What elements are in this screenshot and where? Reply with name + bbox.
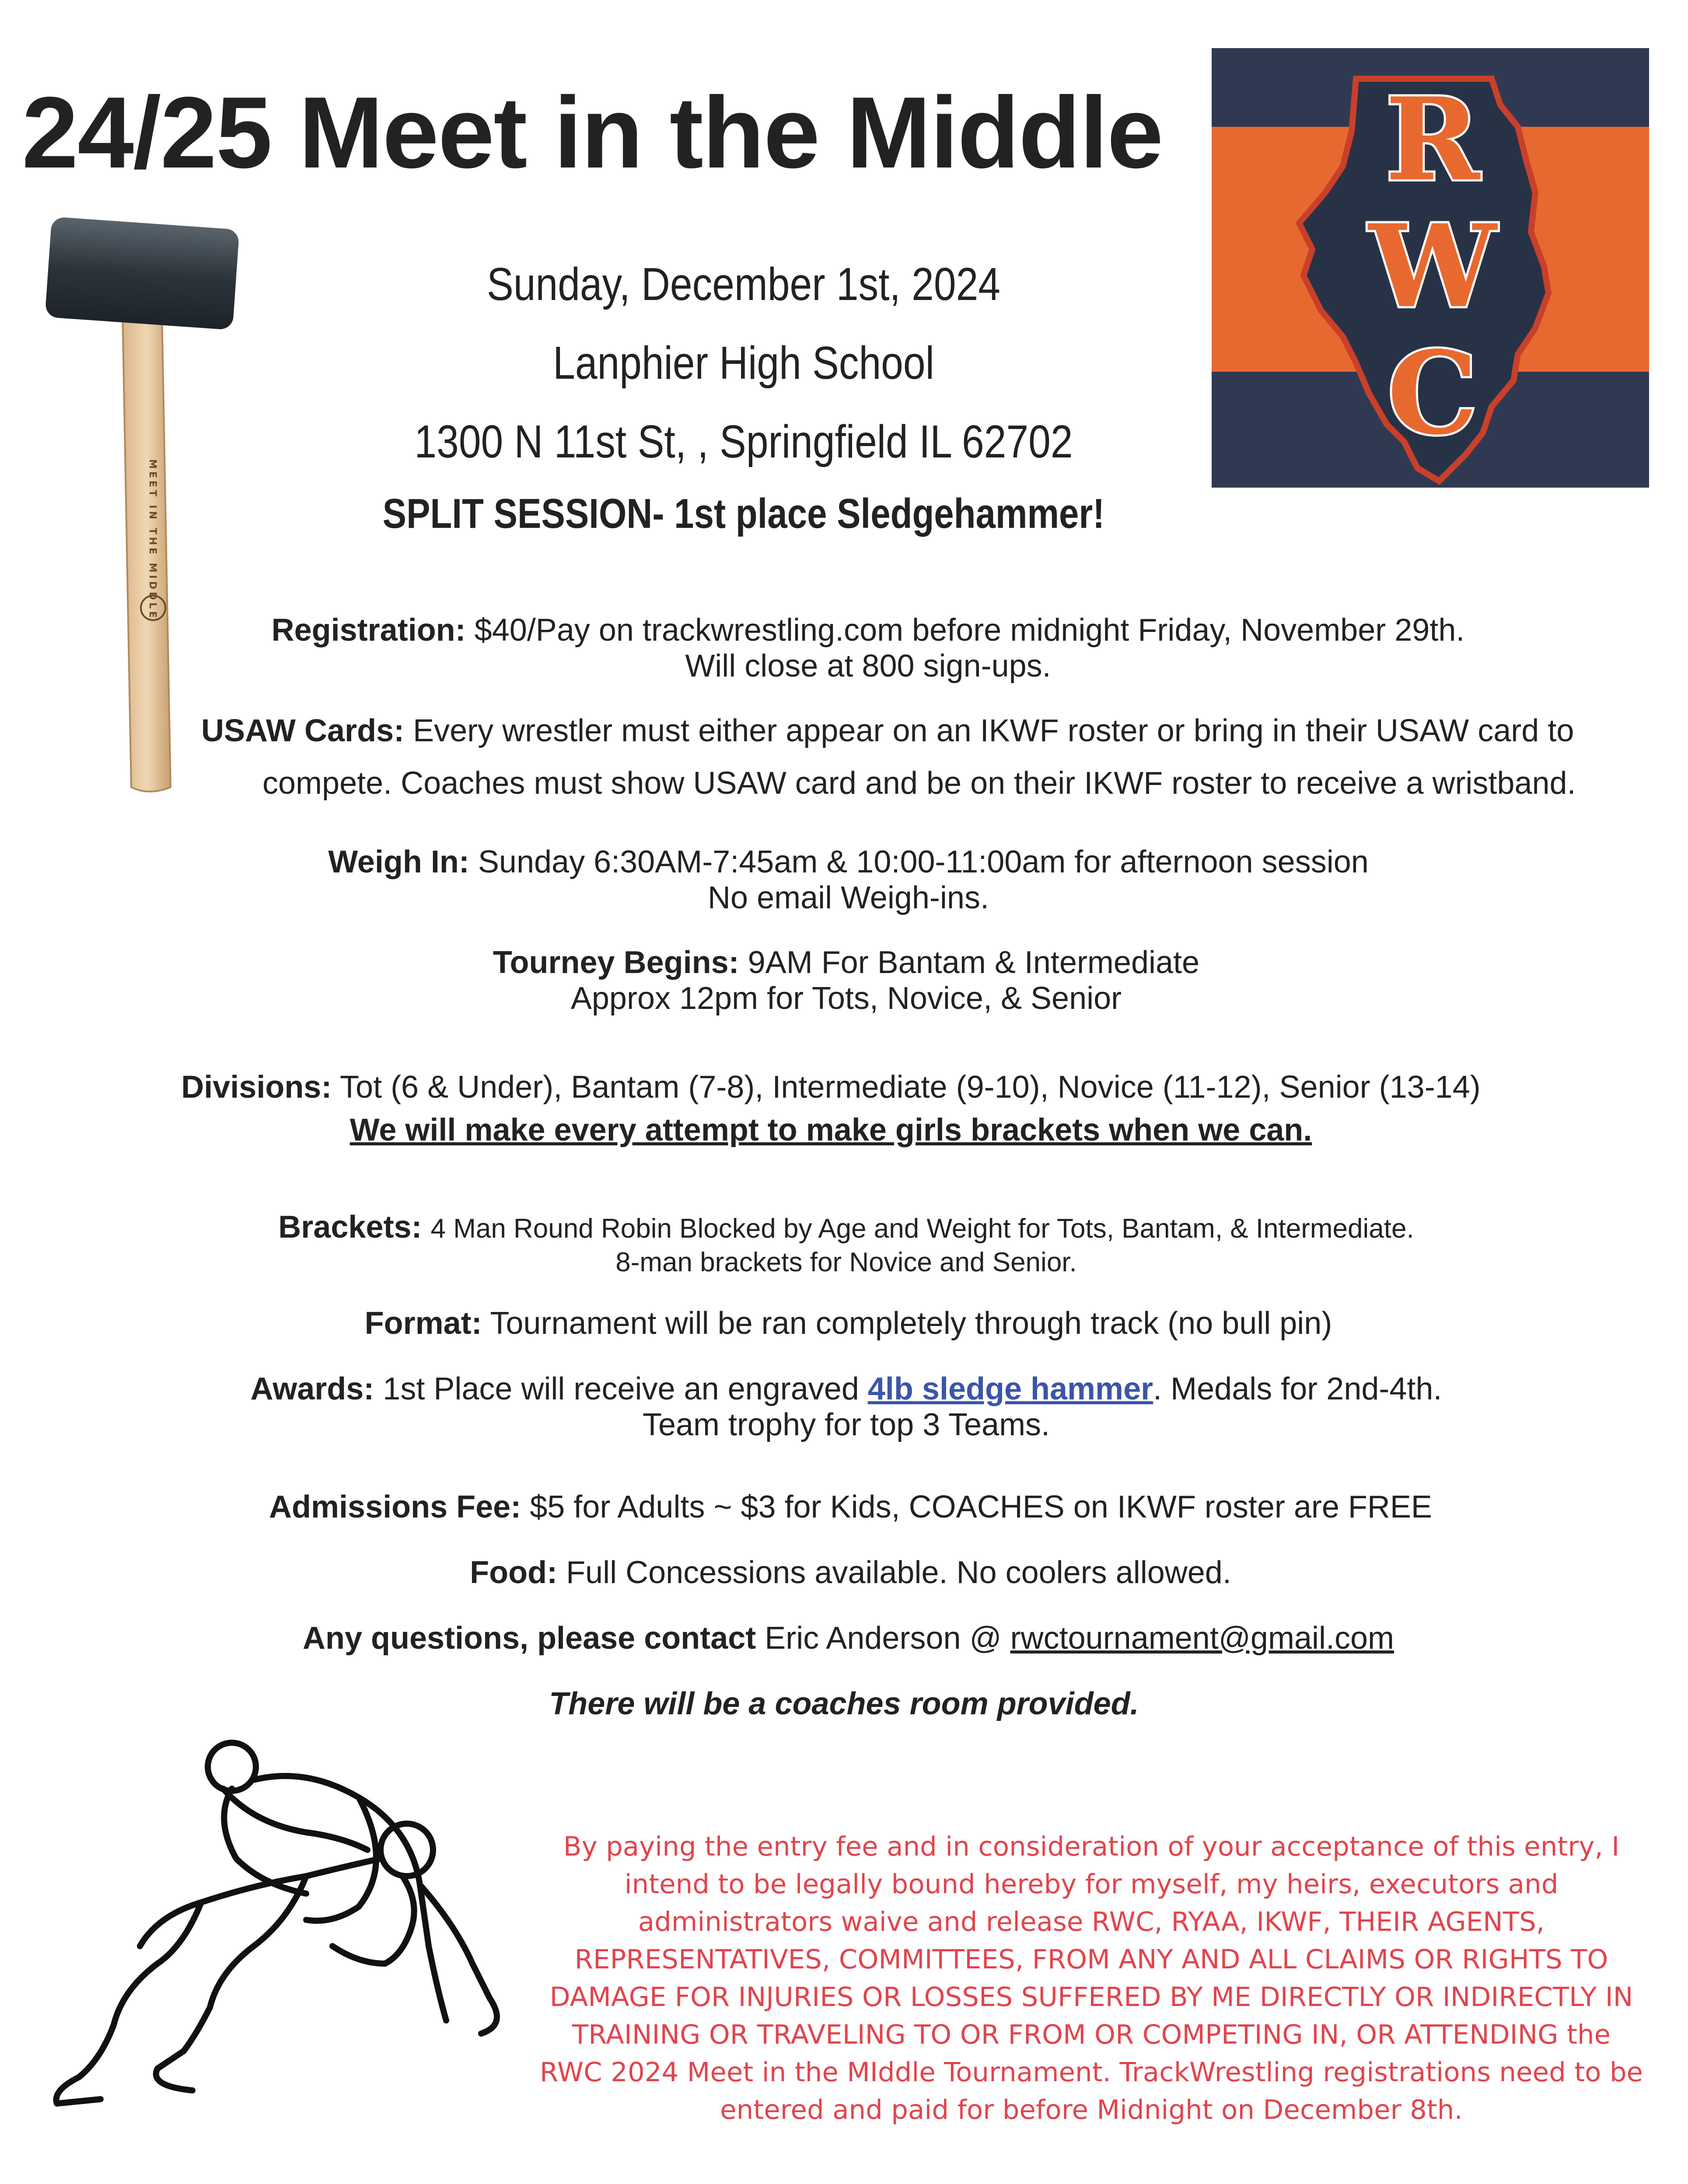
session-note: SPLIT SESSION- 1st place Sledgehammer!	[382, 490, 1105, 537]
rwc-logo-graphic	[1212, 48, 1649, 488]
coaches-room-note: There will be a coaches room provided.	[549, 1686, 1139, 1721]
contact-label: Any questions, please contact	[303, 1621, 756, 1656]
usaw-text: Every wrestler must either appear on an IKWF roster or bring in their USAW card to	[413, 713, 1574, 748]
registration-section	[0, 612, 1688, 684]
contact-section	[0, 1620, 1688, 1656]
page-title: 24/25 Meet in the Middle	[22, 76, 1163, 189]
format-label: Format:	[364, 1306, 482, 1341]
food-section	[0, 1555, 1688, 1591]
logo-letter-w: W	[1369, 200, 1496, 333]
weigh-in-label: Weigh In:	[328, 844, 469, 879]
wrestlers-illustration	[26, 1719, 542, 2112]
awards-label: Awards:	[250, 1371, 374, 1406]
usaw-section	[201, 713, 1667, 801]
sledgehammer-icon	[35, 214, 254, 796]
brackets-section	[0, 1209, 1688, 1278]
brackets-line2: 8-man brackets for Novice and Senior.	[615, 1247, 1077, 1277]
girls-brackets-note: We will make every attempt to make girls brackets when we can.	[349, 1113, 1312, 1148]
usaw-label: USAW Cards:	[201, 713, 405, 748]
awards-text-after: . Medals for 2nd-4th.	[1153, 1371, 1442, 1406]
wrestlers-icon	[26, 1719, 542, 2112]
brackets-label: Brackets:	[278, 1210, 422, 1245]
sledgehammer-image	[35, 214, 254, 796]
divisions-section	[0, 1069, 1688, 1148]
divisions-label: Divisions:	[181, 1070, 332, 1105]
event-date: Sunday, December 1st, 2024	[487, 258, 1000, 310]
rwc-logo	[1212, 48, 1649, 488]
brackets-text: 4 Man Round Robin Blocked by Age and Weight for Tots, Bantam, & Intermediate.	[430, 1214, 1414, 1244]
registration-text: $40/Pay on trackwrestling.com before midnight Friday, November 29th.	[474, 613, 1465, 648]
logo-letter-r: R	[1385, 73, 1480, 206]
registration-line2: Will close at 800 sign-ups.	[685, 649, 1051, 684]
tourney-label: Tourney Begins:	[493, 945, 739, 980]
food-label: Food:	[470, 1555, 558, 1590]
liability-waiver: By paying the entry fee and in consideration of your acceptance of this entry, I intend to be legally bound hereby for myself, my heirs, executors and administrators waive and release RWC, RYAA, IKWF, THEIR AGENTS, REPRESENTATIVES, COMMITTEES, FROM ANY AND ALL CLAIMS OR RIGHTS TO DAMAGE FOR INJURIES OR LOSSES SUFFERED BY ME DIRECTLY OR INDIRECTLY IN TRAINING OR TRAVELING TO OR FROM OR COMPETING IN, OR ATTENDING the RWC 2024 Meet in the MIddle Tournament. TrackWrestling registrations need to be entered and paid for before Midnight on December 8th.	[539, 1831, 1643, 2125]
usaw-line2: compete. Coaches must show USAW card and be on their IKWF roster to receive a wristband.	[262, 766, 1576, 801]
tourney-line2: Approx 12pm for Tots, Novice, & Senior	[570, 981, 1122, 1016]
awards-line2: Team trophy for top 3 Teams.	[642, 1407, 1050, 1442]
divisions-text: Tot (6 & Under), Bantam (7-8), Intermediate (9-10), Novice (11-12), Senior (13-14)	[340, 1070, 1481, 1105]
logo-letter-c: C	[1387, 327, 1478, 460]
tourney-section	[0, 945, 1688, 1016]
format-section	[0, 1305, 1688, 1341]
awards-section	[0, 1371, 1688, 1443]
weigh-in-text: Sunday 6:30AM-7:45am & 10:00-11:00am for afternoon session	[478, 844, 1369, 879]
weigh-in-section	[0, 844, 1688, 916]
contact-email-link[interactable]: rwctournament@gmail.com	[1010, 1621, 1394, 1656]
contact-name: Eric Anderson @	[765, 1621, 1002, 1656]
admissions-text: $5 for Adults ~ $3 for Kids, COACHES on IKWF roster are FREE	[530, 1490, 1432, 1525]
admissions-label: Admissions Fee:	[269, 1490, 521, 1525]
registration-label: Registration:	[271, 613, 466, 648]
sledge-hammer-link[interactable]: 4lb sledge hammer	[867, 1371, 1153, 1406]
format-text: Tournament will be ran completely through track (no bull pin)	[490, 1306, 1332, 1341]
food-text: Full Concessions available. No coolers allowed.	[566, 1555, 1231, 1590]
event-venue: Lanphier High School	[553, 337, 934, 389]
tourney-text: 9AM For Bantam & Intermediate	[748, 945, 1200, 980]
awards-text: 1st Place will receive an engraved	[383, 1371, 859, 1406]
event-address: 1300 N 11st St, , Springfield IL 62702	[414, 416, 1073, 468]
hammer-engraving: MEET IN THE MIDDLE	[147, 459, 158, 621]
admissions-section	[0, 1489, 1688, 1525]
weigh-in-line2: No email Weigh-ins.	[708, 880, 989, 915]
